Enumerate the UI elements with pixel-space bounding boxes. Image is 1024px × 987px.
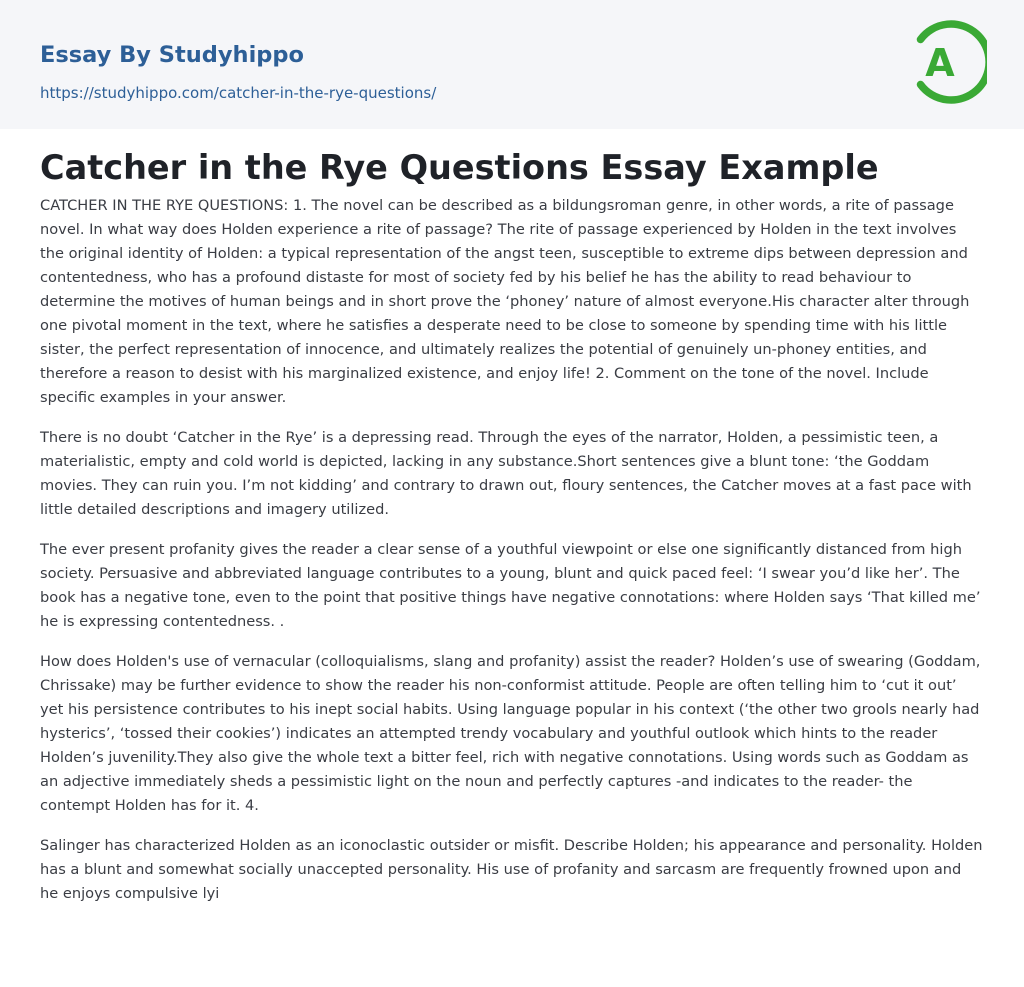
essay-content <box>40 194 984 922</box>
essay-paragraph: Salinger has characterized Holden as an iconoclastic outsider or misfit. Describe Holden; his appearance and personality. Holden has a blunt and somewhat socially unaccepted personality. His use of profanity and sarcasm are frequently frowned upon and he enjoys compulsive lyi <box>40 837 983 902</box>
essay-paragraph: CATCHER IN THE RYE QUESTIONS: 1. The novel can be described as a bildungsroman genre, in other words, a rite of passage novel. In what way does Holden experience a rite of passage? The rite of passage experienced by Holden in the text involves the original identity of Holden: a typical representation of the angst teen, susceptible to extreme dips between depression and contentedness, who has a profound distaste for most of society fed by his belief he has the ability to read behaviour to determine the motives of human beings and in short prove the ‘phoney’ nature of almost everyone.His character alter through one pivotal moment in the text, where he satisfies a desperate need to be close to someone by spending time with his little sister, the perfect representation of innocence, and ultimately realizes the potential of genuinely un-phoney entities, and therefore a reason to desist with his marginalized existence, and enjoy life! 2. Comment on the tone of the novel. Include specific examples in your answer. <box>40 197 970 406</box>
site-brand[interactable]: Essay By Studyhippo <box>40 42 304 68</box>
page-url-link[interactable]: https://studyhippo.com/catcher-in-the-rye-questions/ <box>40 84 437 102</box>
page-title: Catcher in the Rye Questions Essay Example <box>40 148 879 187</box>
essay-paragraph: How does Holden's use of vernacular (colloquialisms, slang and profanity) assist the reader? Holden’s use of swearing (Goddam, Chrissake) may be further evidence to show the reader his non-conformist attitude. People are often telling him to ‘cut it out’ yet his persistence contributes to his inept social habits. Using language popular in his context (‘the other two grools nearly had hysterics’, ‘tossed their cookies’) indicates an attempted trendy vocabulary and youthful outlook which hints to the reader Holden’s juvenility.They also give the whole text a bitter feel, rich with negative connotations. Using words such as Goddam as an adjective immediately sheds a pessimistic light on the noun and perfectly captures -and indicates to the reader- the contempt Holden has for it. 4. <box>40 653 981 814</box>
site-header <box>0 0 1024 129</box>
essay-paragraph: The ever present profanity gives the reader a clear sense of a youthful viewpoint or else one significantly distanced from high society. Persuasive and abbreviated language contributes to a young, blunt and quick paced feel: ‘I swear you’d like her’. The book has a negative tone, even to the point that positive things have negative connotations: where Holden says ‘That killed me’ he is expressing contentedness. . <box>40 541 981 630</box>
circle-a-logo-icon[interactable] <box>911 19 987 105</box>
essay-paragraph: There is no doubt ‘Catcher in the Rye’ is a depressing read. Through the eyes of the narrator, Holden, a pessimistic teen, a materialistic, empty and cold world is depicted, lacking in any substance.Short sentences give a blunt tone: ‘the Goddam movies. They can ruin you. I’m not kidding’ and contrary to drawn out, floury sentences, the Catcher moves at a fast pace with little detailed descriptions and imagery utilized. <box>40 429 972 518</box>
logo-letter: A <box>925 41 955 85</box>
